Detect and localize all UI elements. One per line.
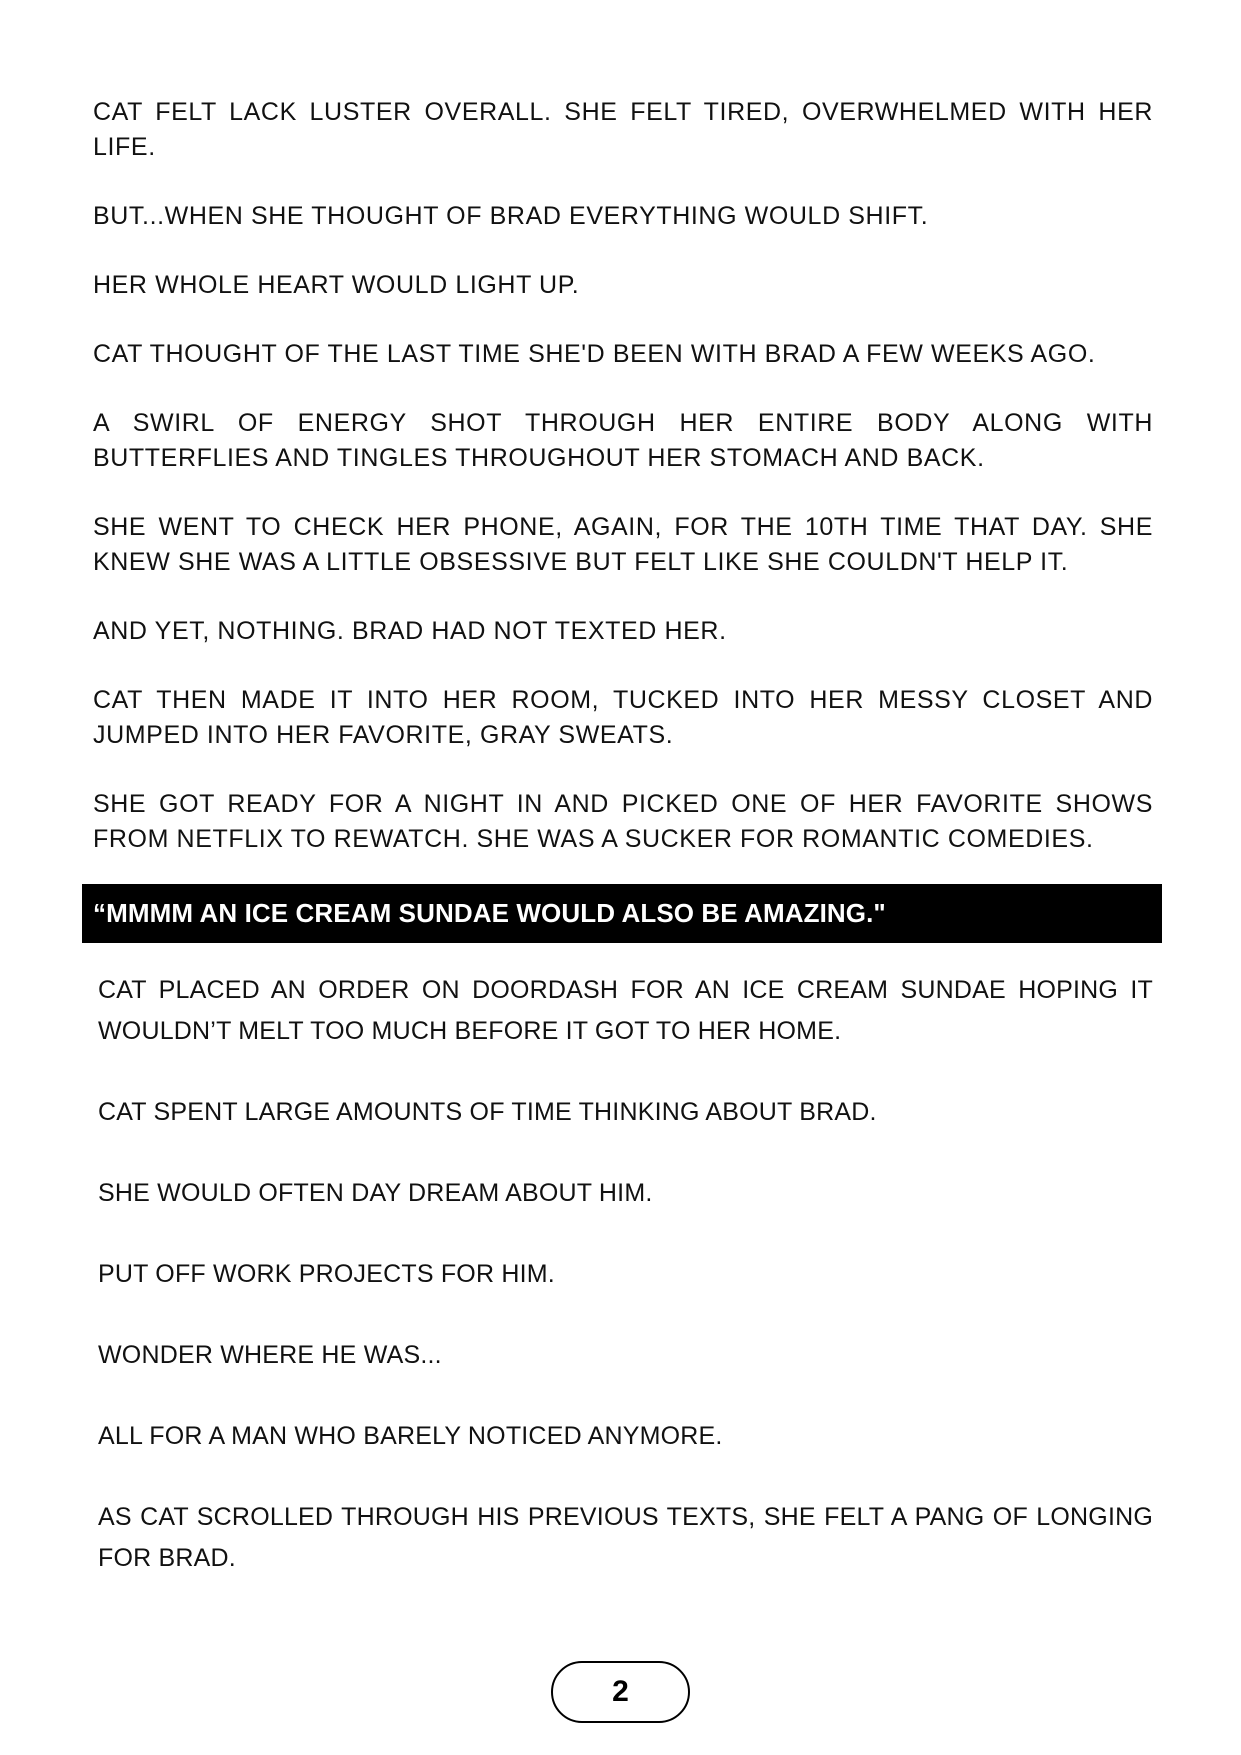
story-paragraph: CAT THEN MADE IT INTO HER ROOM, TUCKED INTO HER MESSY CLOSET AND JUMPED INTO HER FAVORITE, GRAY SWEATS.	[93, 686, 1153, 749]
page-number-text: 2	[612, 1675, 629, 1708]
story-paragraph: PUT OFF WORK PROJECTS FOR HIM.	[98, 1260, 555, 1288]
story-paragraph: ALL FOR A MAN WHO BARELY NOTICED ANYMORE.	[98, 1422, 723, 1450]
story-paragraph: CAT FELT LACK LUSTER OVERALL. SHE FELT TIRED, OVERWHELMED WITH HER LIFE.	[93, 98, 1153, 161]
highlighted-quote-banner	[82, 884, 1162, 943]
story-paragraph: SHE WOULD OFTEN DAY DREAM ABOUT HIM.	[98, 1179, 653, 1207]
page-number-badge	[551, 1661, 690, 1723]
story-paragraph: AS CAT SCROLLED THROUGH HIS PREVIOUS TEXTS, SHE FELT A PANG OF LONGING FOR BRAD.	[98, 1503, 1153, 1572]
story-paragraph: SHE WENT TO CHECK HER PHONE, AGAIN, FOR THE 10TH TIME THAT DAY. SHE KNEW SHE WAS A LITTLE OBSESSIVE BUT FELT LIKE SHE COULDN'T HELP IT.	[93, 513, 1153, 576]
story-paragraph: CAT PLACED AN ORDER ON DOORDASH FOR AN ICE CREAM SUNDAE HOPING IT WOULDN’T MELT TOO MUCH BEFORE IT GOT TO HER HOME.	[98, 976, 1153, 1045]
story-paragraph: CAT THOUGHT OF THE LAST TIME SHE'D BEEN WITH BRAD A FEW WEEKS AGO.	[93, 340, 1096, 368]
highlighted-quote-text: “MMMM AN ICE CREAM SUNDAE WOULD ALSO BE AMAZING."	[93, 898, 886, 928]
story-paragraph: WONDER WHERE HE WAS...	[98, 1341, 442, 1369]
story-paragraph: AND YET, NOTHING. BRAD HAD NOT TEXTED HER.	[93, 617, 727, 645]
story-section-two	[98, 970, 1153, 1619]
story-paragraph: CAT SPENT LARGE AMOUNTS OF TIME THINKING ABOUT BRAD.	[98, 1098, 877, 1126]
story-paragraph: A SWIRL OF ENERGY SHOT THROUGH HER ENTIRE BODY ALONG WITH BUTTERFLIES AND TINGLES THROUGHOUT HER STOMACH AND BACK.	[93, 409, 1153, 472]
story-section-one	[93, 95, 1153, 891]
story-paragraph: BUT...WHEN SHE THOUGHT OF BRAD EVERYTHING WOULD SHIFT.	[93, 202, 929, 230]
story-paragraph: SHE GOT READY FOR A NIGHT IN AND PICKED ONE OF HER FAVORITE SHOWS FROM NETFLIX TO REWATCH. SHE WAS A SUCKER FOR ROMANTIC COMEDIES.	[93, 790, 1153, 853]
story-paragraph: HER WHOLE HEART WOULD LIGHT UP.	[93, 271, 580, 299]
